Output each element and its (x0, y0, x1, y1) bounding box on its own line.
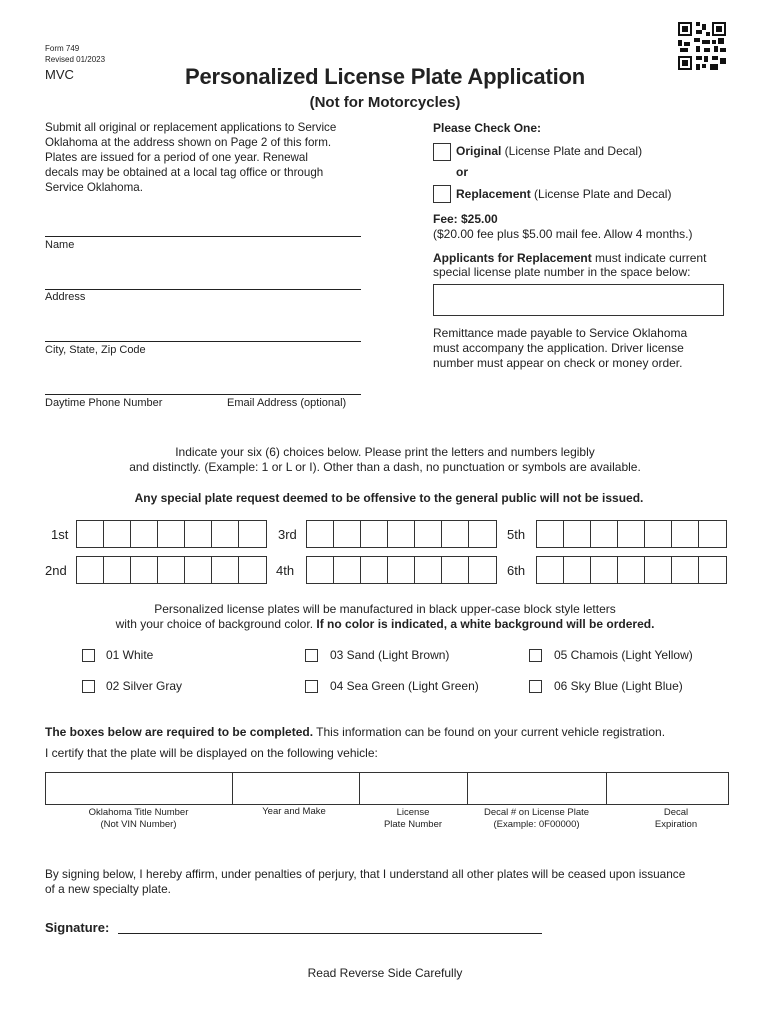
phone-label: Daytime Phone Number (45, 397, 163, 409)
replacement-label: Replacement (License Plate and Decal) (456, 187, 672, 201)
decal-number-label: Decal # on License Plate (Example: 0F00000) (483, 807, 590, 830)
check-one-heading: Please Check One: (433, 121, 542, 135)
choice-5th-label: 5th (507, 527, 526, 542)
year-make-input[interactable] (233, 773, 360, 804)
choice-4th-input[interactable] (306, 556, 497, 584)
footer-note: Read Reverse Side Carefully (307, 966, 463, 980)
qr-code-icon (678, 22, 726, 70)
replacement-instructions: Applicants for Replacement must indicate current (433, 251, 707, 265)
vehicle-certify-text: I certify that the plate will be displayed on the following vehicle: (45, 746, 378, 760)
choice-6th-label: 6th (507, 563, 526, 578)
intro-text: Submit all original or replacement applications to Service Oklahoma at the address shown on Page 2 of this form. Plates are issued for a period of one year. Renewal decals may be obtained at a local tag office or through Service Oklahoma. (45, 121, 337, 194)
city-state-zip-field[interactable] (45, 341, 361, 342)
fee-text: Fee: $25.00 (433, 212, 498, 226)
remittance-text: Remittance made payable to Service Oklahoma must accompany the application. Driver license number must appear on check or money order. (433, 326, 688, 370)
name-field[interactable] (45, 236, 361, 237)
or-text: or (456, 165, 468, 179)
vehicle-required-text: The boxes below are required to be completed. This information can be found on your current vehicle registration. (45, 725, 666, 739)
page-title: Personalized License Plate Application (185, 64, 585, 89)
choice-6th-input[interactable] (536, 556, 727, 584)
address-label: Address (45, 291, 86, 303)
choice-1st-input[interactable] (76, 520, 267, 548)
color-sand-label: 03 Sand (Light Brown) (330, 648, 450, 662)
color-white-label: 01 White (106, 648, 154, 662)
city-state-zip-label: City, State, Zip Code (45, 344, 146, 356)
replacement-checkbox[interactable] (433, 185, 451, 203)
original-label: Original (License Plate and Decal) (456, 144, 643, 158)
agency-code: MVC (45, 67, 74, 82)
phone-email-field[interactable] (45, 394, 361, 395)
color-sand-checkbox[interactable] (305, 649, 318, 662)
choice-4th-label: 4th (276, 563, 295, 578)
choice-3rd-label: 3rd (278, 527, 297, 542)
color-chamois-checkbox[interactable] (529, 649, 542, 662)
email-label: Email Address (optional) (227, 397, 347, 409)
choice-2nd-input[interactable] (76, 556, 267, 584)
page-subtitle: (Not for Motorcycles) (309, 94, 461, 111)
color-chamois-label: 05 Chamois (Light Yellow) (554, 648, 693, 662)
color-silver-gray-checkbox[interactable] (82, 680, 95, 693)
color-sky-blue-checkbox[interactable] (529, 680, 542, 693)
current-plate-number-input[interactable] (433, 284, 724, 316)
name-label: Name (45, 239, 75, 251)
revised-date: Revised 01/2023 (45, 55, 106, 64)
replacement-instructions-line2: special license plate number in the space below: (433, 265, 691, 279)
title-number-input[interactable] (46, 773, 233, 804)
decal-expiration-label: Decal Expiration (654, 807, 698, 830)
vehicle-info-row (45, 772, 729, 805)
decal-number-input[interactable] (468, 773, 607, 804)
offensive-warning: Any special plate request deemed to be offensive to the general public will not be issued. (134, 491, 644, 505)
address-field[interactable] (45, 289, 361, 290)
decal-expiration-input[interactable] (607, 773, 728, 804)
signature-label: Signature: (45, 920, 110, 935)
choices-instructions: Indicate your six (6) choices below. Please print the letters and numbers legibly and distinctly. (Example: 1 or L or I). Other than a dash, no punctuation or symbols are available. (129, 445, 641, 474)
title-number-label: Oklahoma Title Number (Not VIN Number) (88, 807, 189, 830)
affirmation-text: By signing below, I hereby affirm, under penalties of perjury, that I understand all other plates will be ceased upon issuance of a new specialty plate. (45, 867, 686, 896)
signature-field[interactable] (118, 933, 542, 934)
color-white-checkbox[interactable] (82, 649, 95, 662)
choice-3rd-input[interactable] (306, 520, 497, 548)
license-plate-number-input[interactable] (360, 773, 468, 804)
choice-1st-label: 1st (51, 527, 69, 542)
choice-5th-input[interactable] (536, 520, 727, 548)
choice-2nd-label: 2nd (45, 563, 67, 578)
license-plate-label: License Plate Number (383, 807, 443, 830)
color-sky-blue-label: 06 Sky Blue (Light Blue) (554, 679, 683, 693)
color-sea-green-label: 04 Sea Green (Light Green) (330, 679, 479, 693)
color-silver-gray-label: 02 Silver Gray (106, 679, 183, 693)
original-checkbox[interactable] (433, 143, 451, 161)
color-sea-green-checkbox[interactable] (305, 680, 318, 693)
colors-instructions: Personalized license plates will be manufactured in black upper-case block style letters with your choice of background color. If no color is indicated, a white background will be ordered. (115, 602, 655, 631)
fee-detail: ($20.00 fee plus $5.00 mail fee. Allow 4 months.) (433, 227, 693, 241)
form-number: Form 749 (45, 44, 80, 53)
year-make-label: Year and Make (262, 806, 326, 817)
